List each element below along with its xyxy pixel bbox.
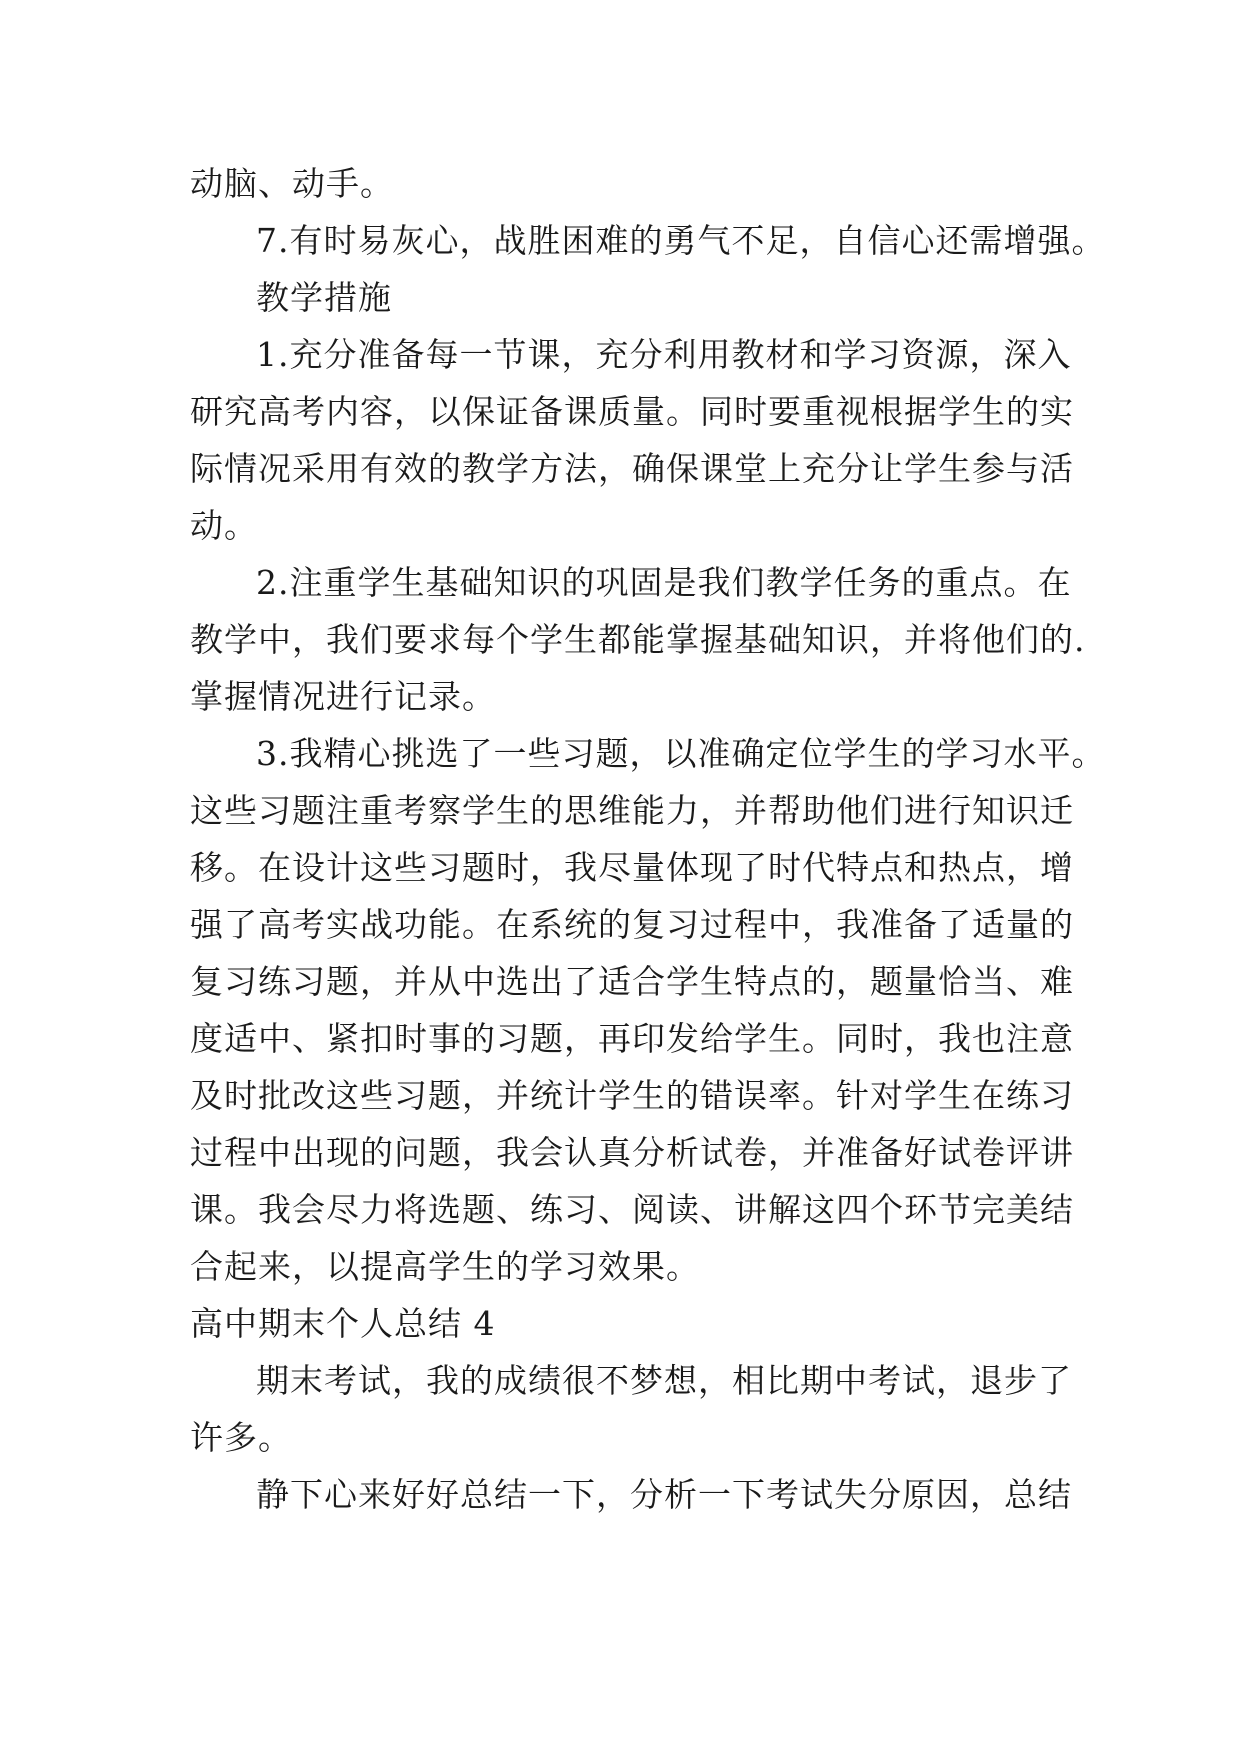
text-line: 强了高考实战功能。在系统的复习过程中，我准备了适量的 (190, 905, 1074, 944)
text-line: 移。在设计这些习题时，我尽量体现了时代特点和热点，增 (190, 848, 1074, 887)
text-line: 合起来，以提高学生的学习效果。 (190, 1247, 700, 1286)
text-line: 及时批改这些习题，并统计学生的错误率。针对学生在练习 (190, 1076, 1074, 1115)
text-line: 度适中、紧扣时事的习题，再印发给学生。同时，我也注意 (190, 1019, 1074, 1058)
text-line: 动脑、动手。 (190, 164, 394, 203)
text-line: 过程中出现的问题，我会认真分析试卷，并准备好试卷评讲 (190, 1133, 1074, 1172)
text-line: 2.注重学生基础知识的巩固是我们教学任务的重点。在 (256, 563, 1072, 602)
text-line: 3.我精心挑选了一些习题，以准确定位学生的学习水平。 (256, 734, 1106, 773)
text-line: 研究高考内容，以保证备课质量。同时要重视根据学生的实 (190, 392, 1074, 431)
text-line: 1.充分准备每一节课，充分利用教材和学习资源，深入 (256, 335, 1072, 374)
text-line: 静下心来好好总结一下，分析一下考试失分原因，总结 (256, 1475, 1072, 1514)
text-line: 际情况采用有效的教学方法，确保课堂上充分让学生参与活 (190, 449, 1074, 488)
document-page (190, 155, 1106, 1523)
text-line: 7.有时易灰心，战胜困难的勇气不足，自信心还需增强。 (256, 221, 1106, 260)
text-line: 这些习题注重考察学生的思维能力，并帮助他们进行知识迁 (190, 791, 1074, 830)
text-line: 课。我会尽力将选题、练习、阅读、讲解这四个环节完美结 (190, 1190, 1074, 1229)
text-line: 许多。 (190, 1418, 292, 1457)
section-heading: 教学措施 (256, 278, 392, 317)
document-heading: 高中期末个人总结 4 (190, 1304, 496, 1343)
text-line: 动。 (190, 506, 258, 545)
text-line: 期末考试，我的成绩很不梦想，相比期中考试，退步了 (256, 1361, 1072, 1400)
text-line: 复习练习题，并从中选出了适合学生特点的，题量恰当、难 (190, 962, 1074, 1001)
text-line: 教学中，我们要求每个学生都能掌握基础知识，并将他们的. (190, 620, 1086, 659)
text-line: 掌握情况进行记录。 (190, 677, 496, 716)
